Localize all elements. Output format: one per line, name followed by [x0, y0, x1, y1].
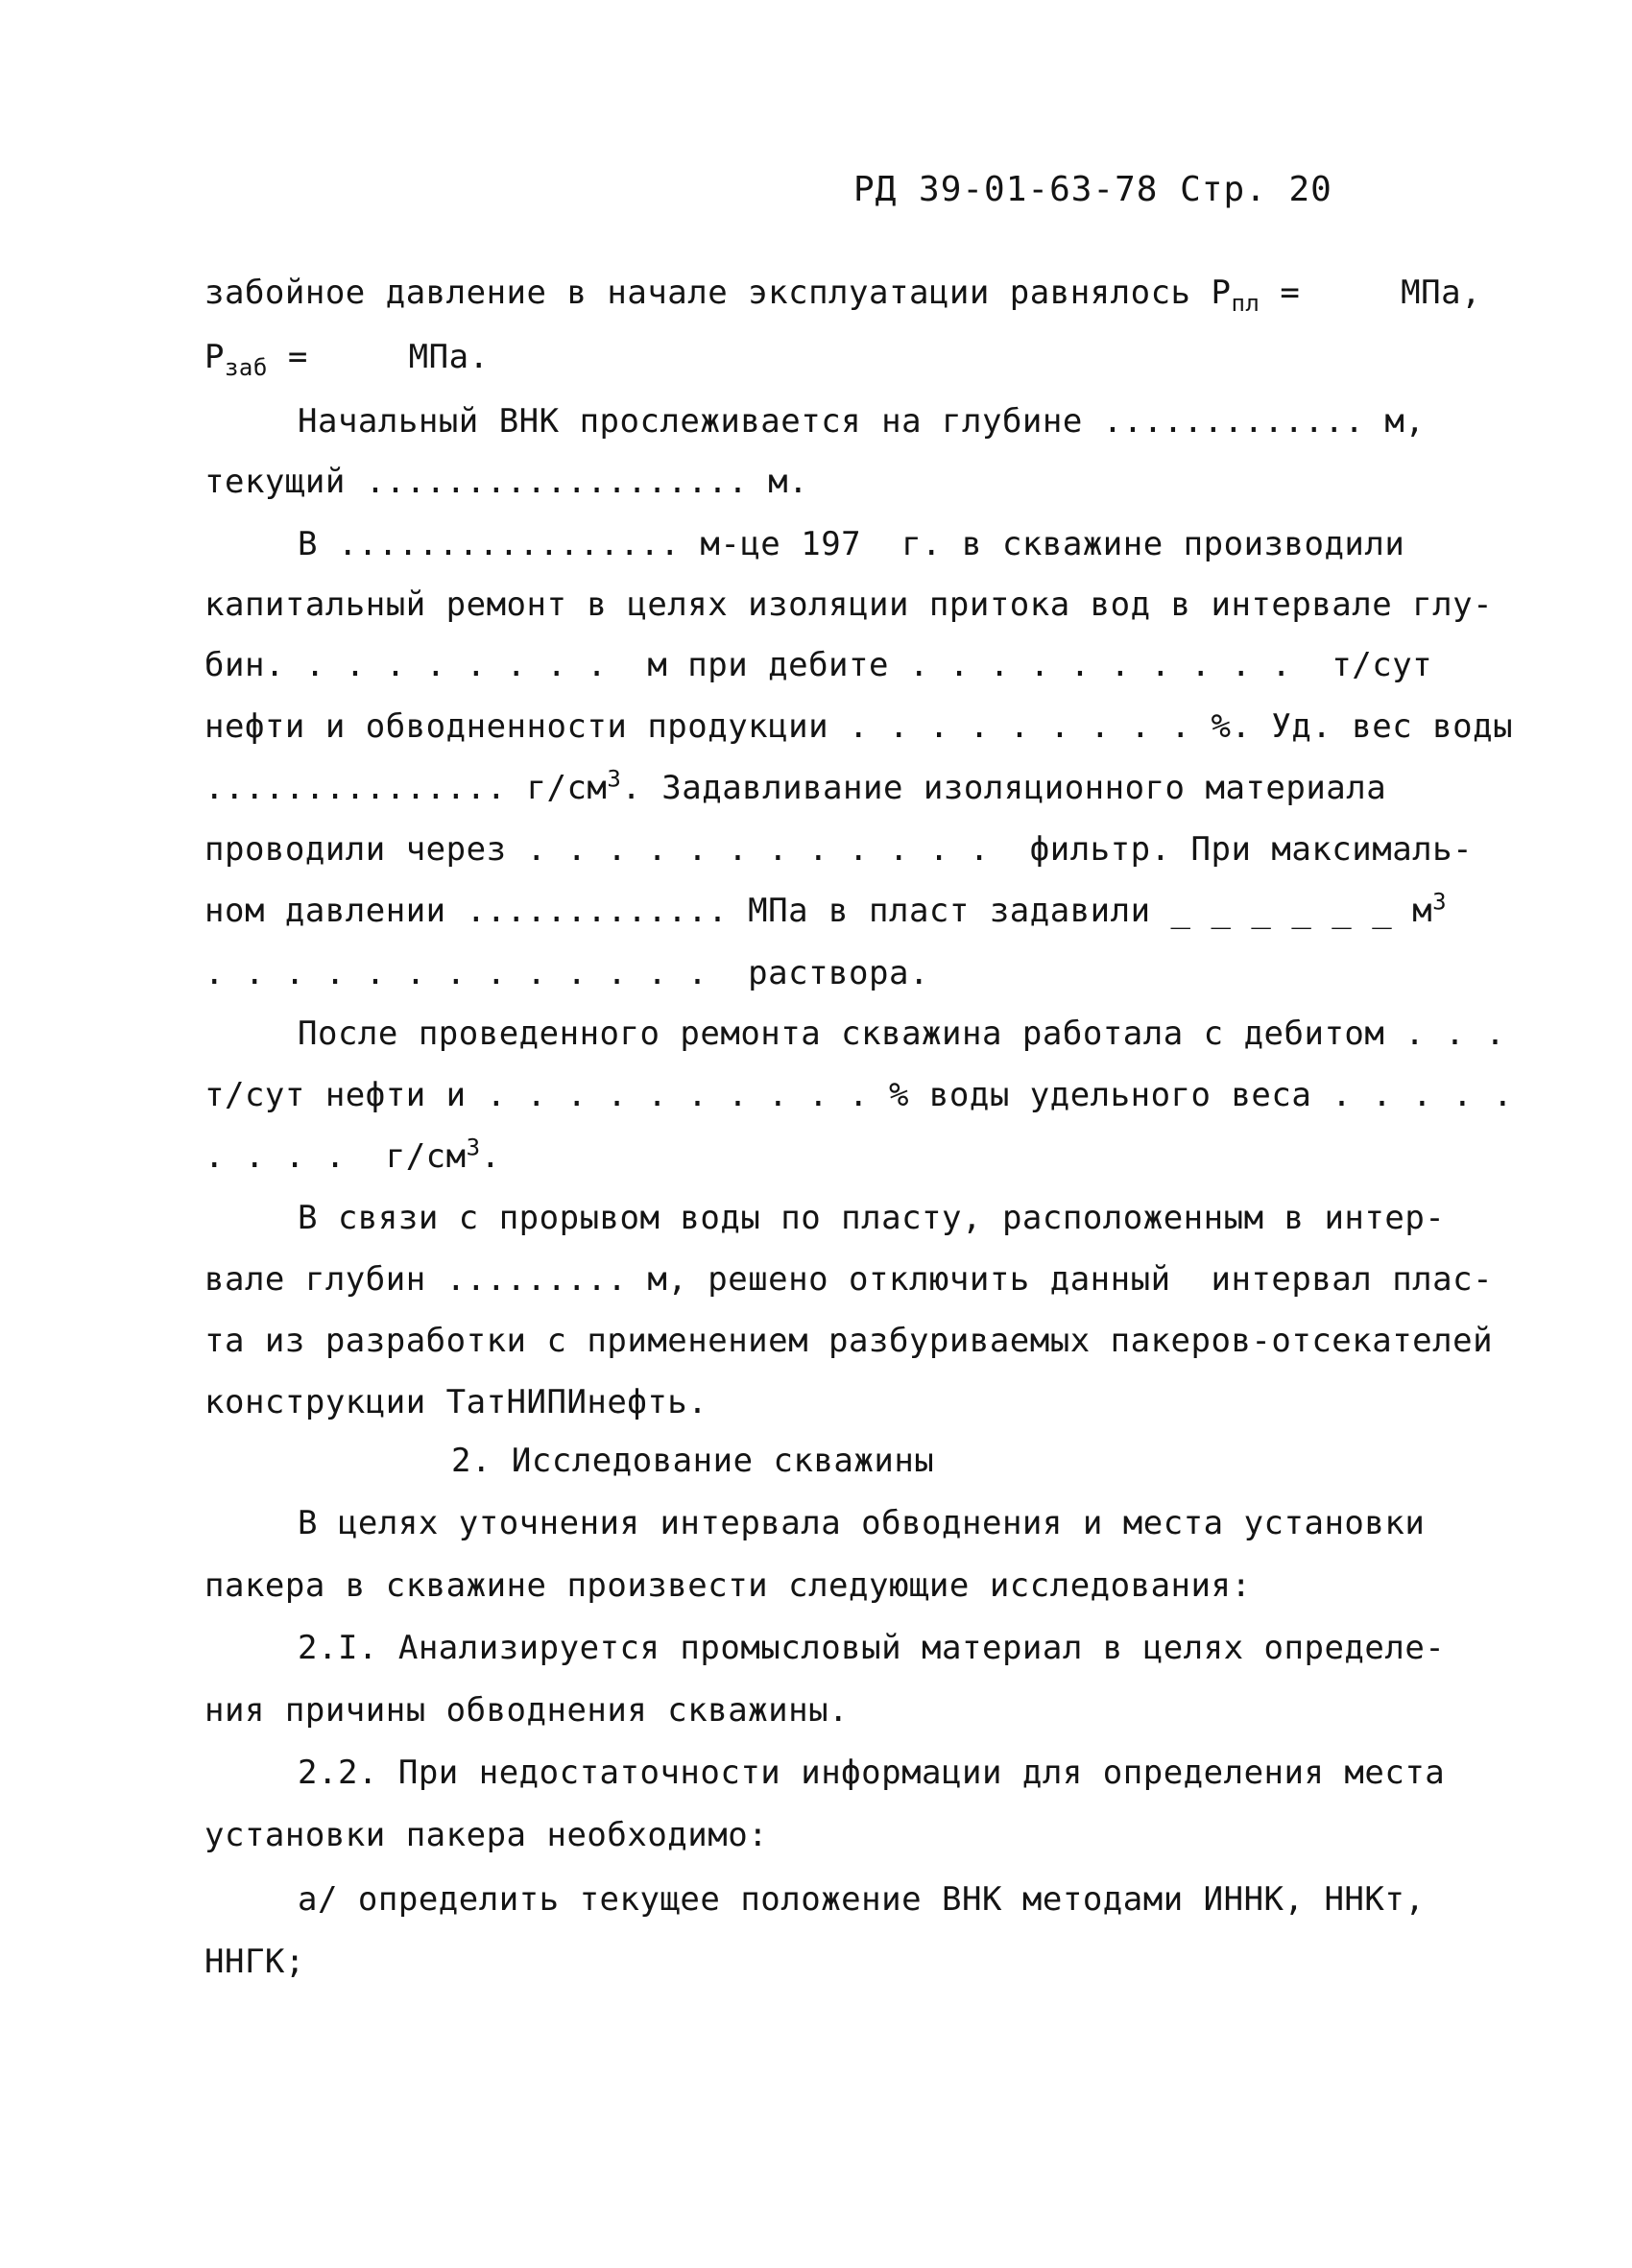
text-line: та из разработки с применением разбуриваемых пакеров-отсекателей [204, 1322, 1494, 1360]
text-line: проводили через . . . . . . . . . . . . фильтр. При максималь- [204, 830, 1474, 869]
text-line: капитальный ремонт в целях изоляции притока вод в интервале глу- [204, 585, 1494, 624]
text-line: бин. . . . . . . . . м при дебите . . . . . . . . . . т/сут [204, 646, 1433, 684]
text-line: ния причины обводнения скважины. [204, 1691, 850, 1730]
text-line: текущий ................... м. [204, 463, 809, 501]
page-header: РД 39-01-63-78 Стр. 20 [853, 170, 1332, 209]
text-line: 2.2. При недостаточности информации для определения места [298, 1754, 1446, 1792]
text-line: ном давлении ............. МПа в пласт задавили _ _ _ _ _ _ $м^3$ [204, 888, 1448, 930]
text-line: пакера в скважине произвести следующие исследования: [204, 1566, 1252, 1605]
section-heading: 2. Исследование скважины [451, 1442, 935, 1480]
text-line: Начальный ВНК прослеживается на глубине ............. м, [298, 402, 1426, 441]
text-line: т/сут нефти и . . . . . . . . . . % воды удельного веса . . . . . [204, 1076, 1514, 1114]
text-line: конструкции ТатНИПИнефть. [204, 1383, 708, 1421]
text-line: установки пакера необходимо: [204, 1816, 769, 1854]
text-line: ННГК; [204, 1943, 305, 1981]
text-line: После проведенного ремонта скважина работала с дебитом . . . [298, 1015, 1506, 1053]
text-line: $P_{заб}$ = МПа. [204, 338, 490, 381]
text-line: В ................. м-це 197 г. в скважине производили [298, 525, 1405, 563]
text-line: нефти и обводненности продукции . . . . . . . . . %. Уд. вес воды [204, 707, 1514, 746]
text-line: ............... $г/см^3$. Задавливание изоляционного материала [204, 765, 1387, 807]
text-line: . . . . . . . . . . . . . раствора. [204, 954, 929, 992]
text-line: забойное давление в начале эксплуатации равнялось $P_{пл}$ = МПа, [204, 274, 1482, 317]
text-line: В целях уточнения интервала обводнения и места установки [298, 1504, 1426, 1542]
text-line: а/ определить текущее положение ВНК методами ИННК, ННКт, [298, 1880, 1426, 1919]
text-line: . . . . $г/см^3$. [204, 1134, 501, 1176]
text-line: В связи с прорывом воды по пласту, расположенным в интер- [298, 1199, 1446, 1237]
text-line: вале глубин ......... м, решено отключить данный интервал плас- [204, 1260, 1494, 1299]
text-line: 2.I. Анализируется промысловый материал в целях определе- [298, 1629, 1446, 1667]
